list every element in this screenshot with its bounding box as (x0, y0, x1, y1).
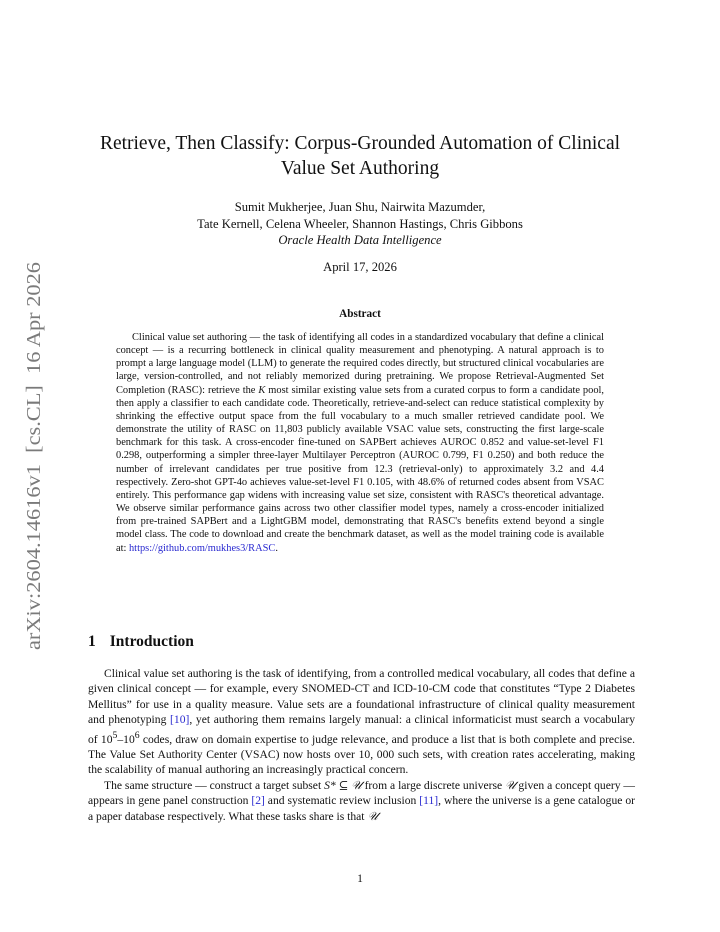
intro-text: given a concept query — appears in gene panel construction (88, 778, 636, 808)
section-number: 1 (88, 633, 96, 650)
author-block (80, 199, 640, 249)
introduction-body (88, 666, 635, 824)
arxiv-identifier-sidebar (18, 260, 48, 650)
authors-line-2: Tate Kernell, Celena Wheeler, Shannon Hastings, Chris Gibbons (197, 216, 523, 231)
citation-10[interactable]: [10] (170, 713, 190, 727)
exponent: 5 (112, 729, 118, 741)
intro-paragraph-1 (88, 666, 635, 778)
intro-text: Clinical value set authoring is the task of identifying, from a controlled medical vocabulary, all codes that define a given clinical concept — for example, every SNOMED-CT and ICD-10-CM code that constitutes “Type 2 Diabetes Mellitus” for use in a quality measure. Value sets are a foundational infrastructure of clinical quality measurement and phenotyping (88, 667, 635, 727)
citation-11[interactable]: [11] (419, 794, 439, 808)
authors-line-1: Sumit Mukherjee, Juan Shu, Nairwita Mazumder, (234, 200, 486, 214)
arxiv-identifier-svg (18, 260, 48, 650)
paper-date: April 17, 2026 (323, 260, 397, 274)
k-symbol: K (258, 384, 266, 396)
abstract-text-2: most similar existing value sets from a curated corpus to form a candidate pool, then apply a classifier to each candidate code. Theoretically, retrieve-and-select can reduce statistical complexity by shrinking the effective output space from the full vocabulary to a much smaller retrieved candidate pool. We demonstrate the utility of RASC on 11,803 publicly available VSAC value sets, constructing the first large-scale benchmark for this task. A cross-encoder fine-tuned on SAPBert achieves AUROC 0.852 and value-set-level F1 0.298, outperforming a simpler three-layer Multilayer Perceptron (AUROC 0.799, F1 0.250) and both reduce the number of irrelevant candidates per true positive from 12.3 (retrieval-only) to approximately 3.2 and 4.4 respectively. Zero-shot GPT-4o achieves value-set-level F1 0.105, with 48.6% of returned codes absent from VSAC entirely. This performance gap widens with increasing value set size, consistent with RASC's theoretical advantage. We observe similar performance gains across two other classifier model types, namely a cross-encoder initialized from pre-trained SAPBert and a LightGBM model, demonstrating that RASC's benefits extend beyond a single model class. The code to download and create the benchmark dataset, as well as the model training code is available at: (116, 384, 604, 554)
intro-text: codes, draw on domain expertise to judge relevance, and produce a list that is both complete and precise. The Value Set Authority Center (VSAC) now hosts over 10, 000 such sets, with creation rates accelerating, making the scalability of manual authoring an increasingly practical concern. (88, 732, 635, 777)
abstract-end: . (275, 542, 278, 554)
math-subset: S* ⊆ 𝒰 (324, 778, 362, 792)
github-link[interactable]: https://github.com/mukhes3/RASC (128, 542, 276, 554)
intro-text: , where the universe is a gene catalogue or a paper database respectively. What these tasks share is that (88, 794, 636, 823)
abstract-text-1: Clinical value set authoring — the task of identifying all codes in a standardized vocabulary that define a clinical concept — is a recurring bottleneck in clinical quality measurement and phenotyping. A natural approach is to prompt a large language model (LLM) to generate the required codes directly, but structured clinical vocabularies are large, version-controlled, and not reliably memorized during pretraining. We propose Retrieval-Augmented Set Completion (RASC): retrieve the (116, 332, 604, 396)
intro-text: and systematic review inclusion (264, 794, 420, 808)
intro-text: The same structure — construct a target subset (104, 778, 325, 792)
abstract-heading: Abstract (339, 308, 381, 320)
page-number: 1 (357, 872, 363, 885)
section-title: Introduction (109, 633, 194, 650)
intro-paragraph-2 (88, 778, 635, 824)
math-universe: 𝒰 (505, 778, 516, 792)
intro-text: from a large discrete universe (361, 778, 506, 792)
intro-text: –10 (117, 732, 135, 746)
abstract-paragraph (116, 331, 604, 555)
paper-title: Retrieve, Then Classify: Corpus-Grounded Automation of Clinical Value Set Authoring (99, 133, 621, 179)
abstract-body (116, 331, 604, 555)
math-universe: 𝒰 (367, 809, 378, 823)
intro-text: , yet authoring them remains largely manual: a clinical informaticist must search a vocabulary of 10 (88, 713, 635, 746)
section-heading (88, 633, 194, 651)
citation-2[interactable]: [2] (251, 794, 265, 808)
affiliation: Oracle Health Data Intelligence (278, 233, 442, 247)
exponent: 6 (134, 729, 140, 741)
arxiv-identifier: arXiv:2604.14616v1 [cs.CL] 16 Apr 2026 (24, 312, 45, 650)
